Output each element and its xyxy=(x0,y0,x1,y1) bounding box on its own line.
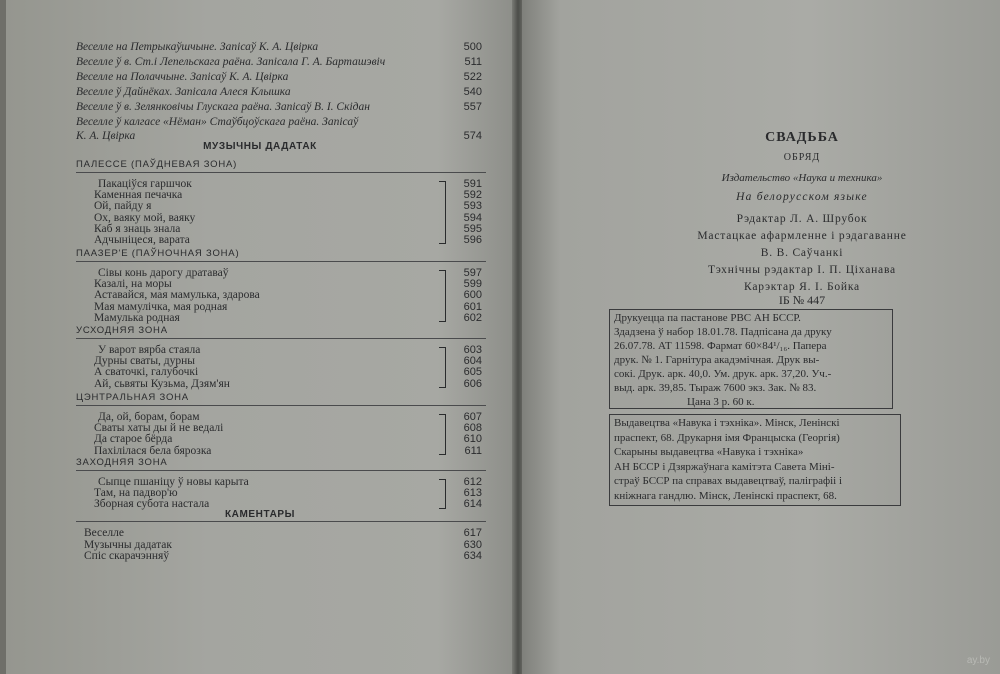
toc-entry-title: Веселле ў в. Ст.і Лепельскага раёна. Запісала Г. А. Барташэвіч xyxy=(76,56,386,68)
comments-rule xyxy=(76,521,486,522)
toc-entry-title: К. А. Цвірка xyxy=(76,130,136,142)
toc-item-page: 593 xyxy=(463,200,482,213)
toc-item-page: 591 xyxy=(463,178,482,190)
toc-item-title: Казалі, на моры xyxy=(94,278,172,291)
comments-item-page: 617 xyxy=(463,527,482,539)
publisher-info-line: кніжнага гандлю. Мінск, Ленінскі праспект, 68. xyxy=(614,489,837,502)
toc-entry xyxy=(6,115,514,129)
credit-line: В. В. Саўчанкі xyxy=(760,247,844,259)
print-info-line: Цана 3 р. 60 к. xyxy=(687,396,755,408)
zone-heading: УСХОДНЯЯ ЗОНА xyxy=(76,325,168,336)
toc-item-page: 594 xyxy=(463,211,482,224)
credit-line: Рэдактар Л. А. Шрубок xyxy=(736,213,868,225)
toc-item-page: 599 xyxy=(463,278,482,291)
toc-item-title: Пахілілася бела бярозка xyxy=(94,444,212,457)
toc-item-title: Ох, ваяку мой, ваяку xyxy=(94,211,196,224)
music-appendix-heading: МУЗЫЧНЫ ДАДАТАК xyxy=(203,141,317,152)
toc-item-title: Мамулька родная xyxy=(94,311,180,324)
toc-entry xyxy=(6,85,514,99)
toc-entry-title: Веселле ў калгасе «Нёман» Стаўбцоўскага раёна. Запісаў xyxy=(76,116,359,128)
publisher-info-line: Выдавецтва «Навука і тэхніка». Мінск, Ленінскі xyxy=(614,417,840,429)
print-info-line: сокі. Друк. арк. 40,0. Ум. друк. арк. 37,20. Уч.- xyxy=(614,368,832,380)
toc-entry-page: 557 xyxy=(463,101,482,113)
bracket-line xyxy=(439,479,446,509)
toc-entry-title: Веселле ў в. Зелянковічы Глускага раёна. Запісаў В. І. Скідан xyxy=(76,101,370,113)
comments-item-page: 630 xyxy=(463,538,482,551)
bracket-line xyxy=(439,414,446,455)
toc-item-title: Сівы конь дарогу дратаваў xyxy=(98,267,229,279)
toc-item-title: Да, ой, борам, борам xyxy=(98,411,200,423)
zone-rule xyxy=(76,338,486,339)
toc-entry-page: 574 xyxy=(463,130,482,142)
zone-heading: ПААЗЕР'Е (ПАЎНОЧНАЯ ЗОНА) xyxy=(76,248,240,259)
language-note: На белорусском языке xyxy=(736,191,868,203)
print-info-line: 26.07.78. АТ 11598. Фармат 60×84¹/₁₆. Папера xyxy=(614,340,827,352)
publisher-info-line: Скарыны выдавецтва «Навука і тэхніка» xyxy=(614,446,804,458)
publisher-info-line: страў БССР па справах выдавецтваў, паліграфіі і xyxy=(614,475,843,487)
toc-item-page: 604 xyxy=(463,355,482,368)
toc-item-page: 611 xyxy=(464,444,482,457)
print-info-line: Друкуецца па пастанове РВС АН БССР. xyxy=(614,312,801,324)
toc-item-page: 602 xyxy=(463,311,482,324)
comments-item-page: 634 xyxy=(463,550,482,562)
toc-entry-title: Веселле на Петрыкаўшчыне. Запісаў К. А. Цвірка xyxy=(76,41,319,53)
toc-item-page: 597 xyxy=(463,267,482,279)
toc-item-title: Там, на падвор'ю xyxy=(94,487,178,500)
zone-rule xyxy=(76,470,486,471)
toc-item-title: Ай, сьвяты Кузьма, Дзям'ян xyxy=(94,377,230,390)
toc-item-title: Каменная печачка xyxy=(94,189,183,202)
comments-item-title: Веселле xyxy=(84,527,124,539)
toc-item-page: 592 xyxy=(463,189,482,202)
book-title: СВАДЬБА xyxy=(765,130,839,145)
toc-item-page: 595 xyxy=(463,222,482,235)
publisher-info-line: АН БССР і Дзяржаўнага камітэта Савета Міні- xyxy=(614,460,835,473)
toc-item-title: Да старое бёрда xyxy=(94,433,173,446)
toc-item-page: 605 xyxy=(463,366,482,379)
toc-item xyxy=(6,444,514,458)
toc-item xyxy=(6,377,514,391)
toc-entry-title: Веселле ў Дайнёках. Запісала Алеся Клышка xyxy=(76,86,291,98)
toc-item-title: Дурны сваты, дурны xyxy=(94,355,196,368)
toc-entry-title: Веселле на Полаччыне. Запісаў К. А. Цвірка xyxy=(76,71,289,83)
zone-heading: ЗАХОДНЯЯ ЗОНА xyxy=(76,457,168,468)
toc-item-title: Пакаціўся гаршчок xyxy=(98,178,192,190)
toc-entry xyxy=(6,55,514,69)
toc-entry-page: 540 xyxy=(463,86,482,98)
comments-item xyxy=(6,549,514,563)
toc-item-title: Сваты хаты ды й не ведалі xyxy=(94,422,224,435)
watermark: ay.by xyxy=(966,655,990,666)
comments-item-title: Музычны дадатак xyxy=(84,538,172,551)
ib-number: ІБ № 447 xyxy=(778,293,826,307)
comments-item-title: Спіс скарачэнняў xyxy=(84,550,170,562)
bracket-line xyxy=(439,347,446,388)
print-info-line: выд. арк. 39,85. Тыраж 7600 экз. Зак. № 83. xyxy=(614,382,817,394)
toc-item-title: Каб я знаць знала xyxy=(94,222,181,235)
toc-item-page: 607 xyxy=(463,411,482,423)
toc-item-page: 600 xyxy=(463,289,482,302)
publisher-russian: Издательство «Наука и техника» xyxy=(721,172,883,184)
toc-item-title: Сыпце пшаніцу ў новы карыта xyxy=(98,476,249,488)
toc-entry-page: 500 xyxy=(463,41,482,53)
toc-item-title: А сваточкі, галубочкі xyxy=(94,366,199,379)
toc-entry xyxy=(6,70,514,84)
toc-item-page: 613 xyxy=(463,487,482,500)
book-subtitle: ОБРЯД xyxy=(783,152,821,163)
zone-heading: ЦЭНТРАЛЬНАЯ ЗОНА xyxy=(76,392,189,403)
toc-item-page: 608 xyxy=(463,422,482,435)
toc-item-page: 614 xyxy=(463,498,482,511)
toc-item-page: 603 xyxy=(463,344,482,356)
toc-entry-page: 511 xyxy=(464,56,482,68)
zone-rule xyxy=(76,172,486,173)
bracket-line xyxy=(439,181,446,244)
toc-entry-page: 522 xyxy=(463,71,482,83)
zone-rule xyxy=(76,261,486,262)
toc-entry xyxy=(6,40,514,54)
credit-line: Тэхнічны рэдактар І. П. Ціханава xyxy=(708,264,896,276)
right-page xyxy=(522,0,1000,674)
print-info-line: друк. № 1. Гарнітура акадэмічная. Друк вы- xyxy=(614,354,820,366)
toc-item-title: Ой, пайду я xyxy=(94,200,152,213)
credit-line: Карэктар Я. І. Бойка xyxy=(744,281,860,293)
toc-entry xyxy=(6,100,514,114)
print-info-line: Здадзена ў набор 18.01.78. Падпісана да друку xyxy=(614,326,832,338)
toc-item-page: 601 xyxy=(463,300,482,313)
zone-heading: ПАЛЕССЕ (ПАЎДНЕВАЯ ЗОНА) xyxy=(76,159,238,170)
toc-item-page: 596 xyxy=(463,234,482,246)
bracket-line xyxy=(439,270,446,322)
toc-item xyxy=(6,233,514,247)
left-page xyxy=(6,0,514,674)
toc-item-title: У варот вярба стаяла xyxy=(98,344,201,356)
comments-heading: КАМЕНТАРЫ xyxy=(224,509,296,520)
toc-item-page: 610 xyxy=(463,433,482,446)
toc-item-title: Адчыніцеся, варата xyxy=(94,234,190,246)
toc-item-page: 606 xyxy=(463,377,482,390)
zone-rule xyxy=(76,405,486,406)
toc-item-title: Мая мамулічка, мая родная xyxy=(94,300,228,313)
toc-item-title: Аставайся, мая мамулька, здарова xyxy=(94,289,260,302)
publisher-info-line: праспект, 68. Друкарня імя Францыска (Георгія) xyxy=(614,431,840,444)
credit-line: Мастацкае афармленне і рэдагаванне xyxy=(697,230,907,242)
toc-item-page: 612 xyxy=(463,476,482,488)
toc-item xyxy=(6,311,514,325)
toc-item-title: Зборная субота настала xyxy=(94,498,210,511)
